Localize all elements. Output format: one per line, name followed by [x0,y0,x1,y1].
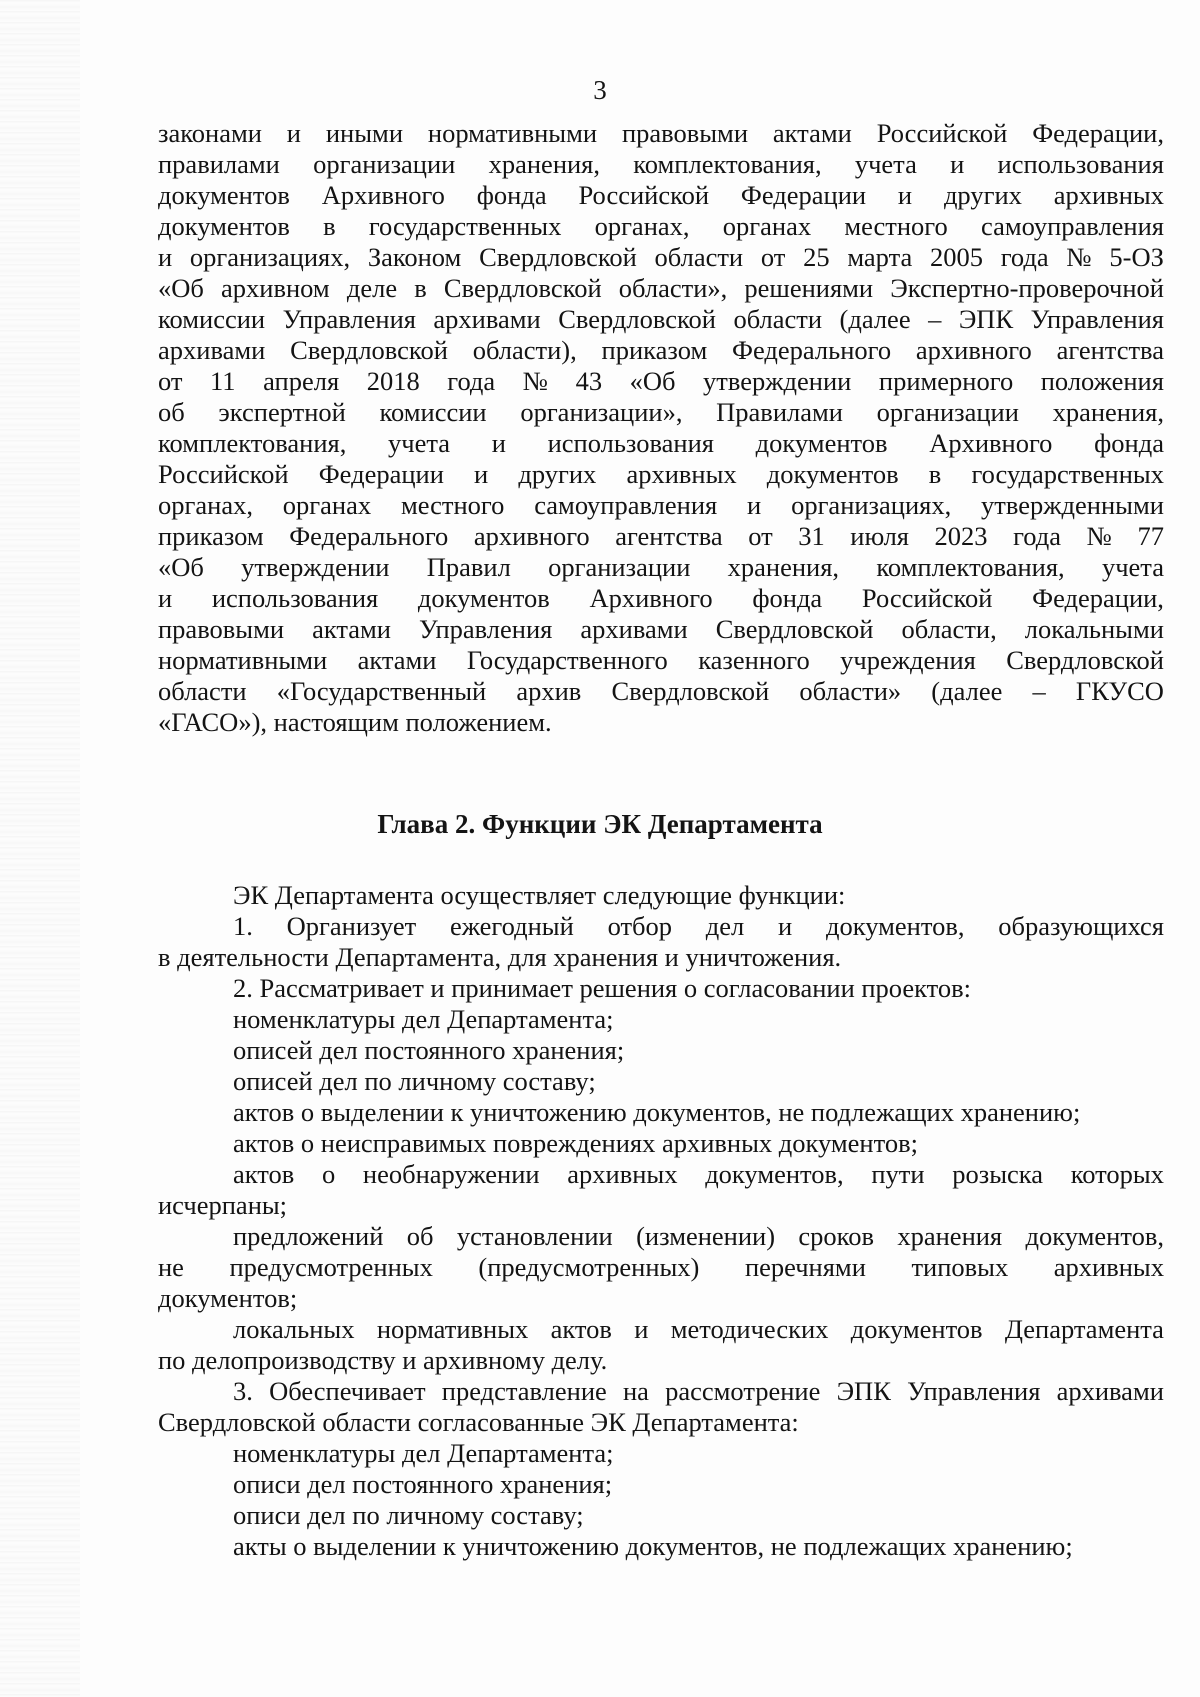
text-line: «Об архивном деле в Свердловской области», решениями Экспертно-проверочной [158,273,1164,303]
text-line: органах, органах местного самоуправления и организациях, утвержденными [158,490,1164,520]
text-line: и использования документов Архивного фонда Российской Федерации, [158,583,1164,613]
text-line: актов о неисправимых повреждениях архивных документов; [233,1128,918,1158]
text-line: описи дел по личному составу; [233,1500,584,1530]
text-line: правовыми актами Управления архивами Свердловской области, локальными [158,614,1164,644]
text-line: номенклатуры дел Департамента; [233,1438,614,1468]
functions-list [158,880,1164,1562]
text-line: правилами организации хранения, комплектования, учета и использования [158,149,1164,179]
page-number: 3 [593,75,607,105]
text-line: актов о выделении к уничтожению документов, не подлежащих хранению; [233,1097,1081,1127]
text-line: номенклатуры дел Департамента; [233,1004,614,1034]
text-line: архивами Свердловской области), приказом Федерального архивного агентства [158,335,1164,365]
text-line: «ГАСО»), настоящим положением. [158,707,552,737]
text-line: документов; [158,1283,298,1313]
text-line: от 11 апреля 2018 года № 43 «Об утверждении примерного положения [158,366,1164,396]
text-line: акты о выделении к уничтожению документов, не подлежащих хранению; [233,1531,1073,1561]
text-line: 2. Рассматривает и принимает решения о согласовании проектов: [233,973,972,1003]
text-line: документов в государственных органах, органах местного самоуправления [158,211,1164,241]
text-line: ЭК Департамента осуществляет следующие функции: [233,880,846,910]
text-line: об экспертной комиссии организации», Правилами организации хранения, [158,397,1164,427]
text-line: не предусмотренных (предусмотренных) перечнями типовых архивных [158,1252,1164,1282]
text-line: законами и иными нормативными правовыми актами Российской Федерации, [158,118,1164,148]
text-line: Российской Федерации и других архивных документов в государственных [158,459,1164,489]
text-line: Свердловской области согласованные ЭК Департамента: [158,1407,799,1437]
text-line: 1. Организует ежегодный отбор дел и документов, образующихся [233,911,1164,941]
text-line: и организациях, Законом Свердловской области от 25 марта 2005 года № 5-ОЗ [158,242,1164,272]
text-line: области «Государственный архив Свердловской области» (далее – ГКУСО [158,676,1164,706]
text-line: приказом Федерального архивного агентства от 31 июля 2023 года № 77 [158,521,1164,551]
text-line: описи дел постоянного хранения; [233,1469,613,1499]
text-line: описей дел постоянного хранения; [233,1035,625,1065]
chapter-heading: Глава 2. Функции ЭК Департамента [377,809,823,839]
text-line: локальных нормативных актов и методических документов Департамента [233,1314,1164,1344]
text-line: по делопроизводству и архивному делу. [158,1345,608,1375]
text-line: исчерпаны; [158,1190,288,1220]
text-line: комиссии Управления архивами Свердловской области (далее – ЭПК Управления [158,304,1164,334]
text-line: нормативными актами Государственного казенного учреждения Свердловской [158,645,1164,675]
scan-edge-artifact [0,0,80,1697]
paragraph-legal-basis [158,118,1164,738]
text-line: в деятельности Департамента, для хранения и уничтожения. [158,942,842,972]
text-line: актов о необнаружении архивных документов, пути розыска которых [233,1159,1164,1189]
text-line: описей дел по личному составу; [233,1066,596,1096]
text-line: «Об утверждении Правил организации хранения, комплектования, учета [158,552,1164,582]
text-line: 3. Обеспечивает представление на рассмотрение ЭПК Управления архивами [233,1376,1164,1406]
text-line: комплектования, учета и использования документов Архивного фонда [158,428,1164,458]
text-line: предложений об установлении (изменении) сроков хранения документов, [233,1221,1164,1251]
text-line: документов Архивного фонда Российской Федерации и других архивных [158,180,1164,210]
